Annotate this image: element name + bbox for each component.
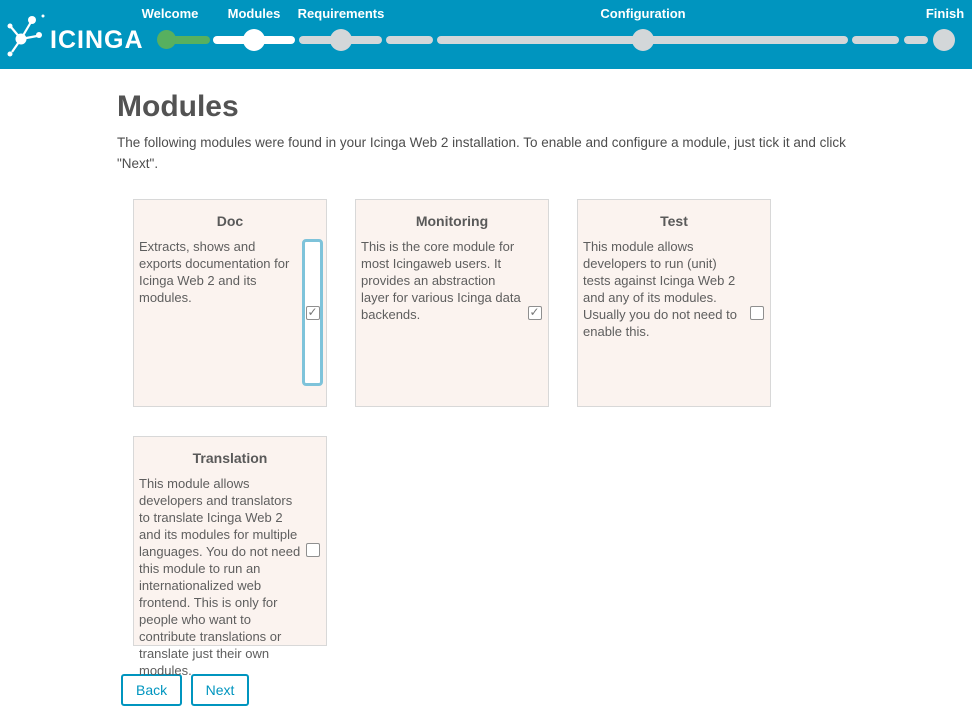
- module-description: This module allows developers and translators to translate Icinga Web 2 and its modules for multiple languages. You do not need this module to run an internationalized web frontend. This is only for people who want to contribute translations or translate just their own modules.: [139, 476, 301, 678]
- icinga-wordmark: ICINGA: [50, 25, 144, 54]
- module-card-translation: [133, 436, 327, 678]
- module-checkbox-label-doc[interactable]: [302, 239, 323, 386]
- step-label-configuration: Configuration: [600, 6, 686, 21]
- module-checkbox-label-translation[interactable]: [302, 476, 323, 623]
- progress-segment-config-1: [386, 36, 433, 44]
- module-checkbox-translation[interactable]: [306, 543, 320, 557]
- module-title: Test: [660, 213, 688, 229]
- step-label-modules: Modules: [227, 6, 281, 21]
- page-title: Modules: [117, 90, 239, 123]
- module-checkbox-label-monitoring[interactable]: [524, 239, 545, 386]
- step-dot-requirements: [330, 29, 352, 51]
- step-dot-modules: [243, 29, 265, 51]
- module-checkbox-monitoring[interactable]: [528, 306, 542, 320]
- step-label-requirements: Requirements: [297, 6, 385, 21]
- module-checkbox-label-test[interactable]: [746, 239, 767, 386]
- wizard-header: [0, 0, 972, 69]
- module-title: Doc: [216, 213, 244, 229]
- module-description: This is the core module for most Icingaweb users. It provides an abstraction layer for various Icinga data backends.: [361, 239, 521, 322]
- icinga-logo-icon: [6, 12, 48, 58]
- step-dot-configuration: [632, 29, 654, 51]
- module-title: Translation: [192, 450, 268, 466]
- step-label-finish: Finish: [925, 6, 965, 21]
- step-label-welcome: Welcome: [141, 6, 199, 21]
- modules-page: [0, 69, 972, 706]
- step-dot-finish: [933, 29, 955, 51]
- module-description: Extracts, shows and exports documentation for Icinga Web 2 and its modules.: [139, 239, 290, 305]
- back-button[interactable]: Back: [121, 674, 182, 706]
- module-card-monitoring: [355, 199, 549, 407]
- intro-text: The following modules were found in your Icinga Web 2 installation. To enable and configure a module, just tick it and click "Next".: [117, 135, 846, 171]
- module-card-doc: [133, 199, 327, 407]
- icinga-logo: [6, 12, 144, 58]
- module-card-test: [577, 199, 771, 407]
- step-dot-welcome: [157, 30, 176, 49]
- progress-segment-config-3: [852, 36, 899, 44]
- progress-segment-finish: [904, 36, 928, 44]
- module-title: Monitoring: [415, 213, 489, 229]
- module-card-grid: [133, 199, 972, 678]
- next-button[interactable]: Next: [191, 674, 250, 706]
- module-checkbox-doc[interactable]: [306, 306, 320, 320]
- module-checkbox-test[interactable]: [750, 306, 764, 320]
- module-description: This module allows developers to run (unit) tests against Icinga Web 2 and any of its modules. Usually you do not need to enable this.: [583, 239, 737, 339]
